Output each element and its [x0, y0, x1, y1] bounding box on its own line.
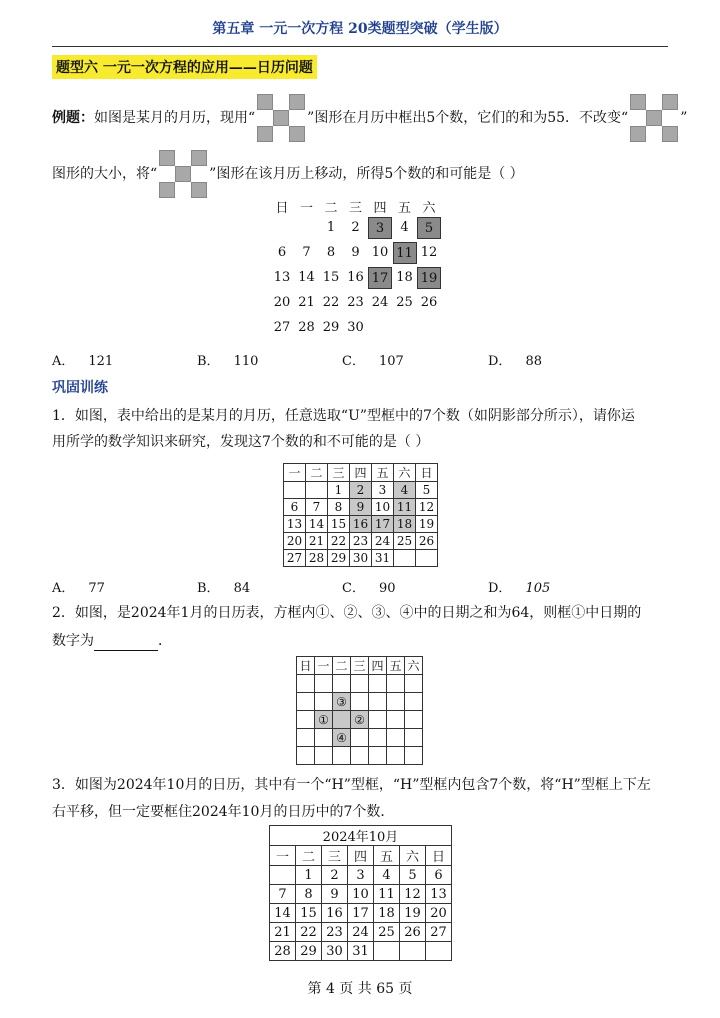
calendar-day-cell: [369, 693, 387, 711]
calendar-day-cell: 8: [326, 245, 336, 260]
calendar-day-cell: [369, 729, 387, 747]
answer-blank[interactable]: [94, 637, 158, 651]
calendar-day-cell: 6: [284, 499, 306, 516]
calendar-day-cell: [351, 675, 369, 693]
calendar-day-cell: 31: [372, 550, 394, 567]
calendar-day-cell: 29: [322, 320, 340, 335]
calendar-day-cell: 5: [417, 217, 441, 239]
calendar-day-cell: 30: [322, 942, 348, 961]
calendar-day-cell: 1: [328, 482, 350, 499]
calendar-day-cell: 15: [296, 904, 322, 923]
calendar-day-cell: [315, 693, 333, 711]
calendar-day-cell: [270, 866, 296, 885]
page-footer: 第 4 页 共 65 页: [307, 981, 413, 997]
calendar-header-cell: 一: [315, 657, 333, 675]
calendar-day-cell: 15: [328, 516, 350, 533]
calendar-header-cell: 日: [297, 657, 315, 675]
calendar-day-cell: 22: [296, 923, 322, 942]
section-title: 题型六 一元一次方程的应用——日历问题: [52, 55, 317, 79]
calendar-day-cell: 21: [270, 923, 296, 942]
calendar-day-cell: 18: [394, 516, 416, 533]
calendar-day-cell: [387, 747, 405, 765]
calendar-day-cell: 12: [416, 499, 438, 516]
calendar-day-cell: 12: [420, 245, 438, 260]
calendar-day-cell: 29: [328, 550, 350, 567]
calendar-day-cell: 17: [348, 904, 374, 923]
calendar-day-cell: [297, 675, 315, 693]
calendar-day-cell: 1: [326, 220, 336, 235]
calendar-day-cell: 30: [350, 550, 372, 567]
example-option-b[interactable]: B． 110: [197, 354, 259, 369]
calendar-header-cell: 一: [284, 464, 306, 482]
calendar-day-cell: 24: [372, 533, 394, 550]
calendar-header-cell: 一: [299, 201, 313, 216]
calendar-header-cell: 五: [387, 657, 405, 675]
example-text-1c: ”: [680, 110, 688, 126]
example-label: 例题：: [52, 110, 94, 126]
calendar-day-cell: 28: [298, 320, 315, 335]
calendar-day-cell: [333, 711, 351, 729]
cross-shape-icon: [159, 150, 207, 198]
calendar-day-cell: 3: [368, 217, 392, 239]
calendar-day-cell: 26: [416, 533, 438, 550]
calendar-header-cell: 三: [328, 464, 350, 482]
q3-line-1: 3．如图为2024年10月的日历，其中有一个“H”型框，“H”型框内包含7个数，将“H”型框上下左: [52, 777, 651, 793]
example-option-c[interactable]: C． 107: [342, 354, 404, 369]
calendar-day-cell: 9: [350, 499, 372, 516]
calendar-header-cell: 五: [372, 464, 394, 482]
calendar-day-cell: ④: [333, 729, 351, 747]
calendar-header-cell: 四: [369, 657, 387, 675]
calendar-day-cell: 25: [396, 295, 413, 310]
q2-line-2: 数字为 ．: [52, 633, 172, 649]
cross-shape-icon: [257, 94, 305, 142]
calendar-day-cell: 2: [350, 482, 372, 499]
calendar-day-cell: [297, 711, 315, 729]
calendar-day-cell: ②: [351, 711, 369, 729]
calendar-day-cell: [351, 729, 369, 747]
calendar-day-cell: 3: [372, 482, 394, 499]
q2-line-1: 2．如图，是2024年1月的日历表，方框内①、②、③、④中的日期之和为64，则框①中日期的: [52, 605, 642, 621]
calendar-day-cell: 11: [374, 885, 400, 904]
calendar-day-cell: 4: [394, 482, 416, 499]
calendar-day-cell: [387, 729, 405, 747]
calendar-day-cell: 21: [306, 533, 328, 550]
calendar-header-cell: 日: [275, 201, 289, 216]
calendar-day-cell: [369, 711, 387, 729]
example-text-2b: ”图形在该月历上移动，所得5个数的和可能是（ ）: [209, 166, 524, 182]
calendar-day-cell: [405, 747, 423, 765]
calendar-day-cell: [351, 693, 369, 711]
calendar-day-cell: 3: [348, 866, 374, 885]
calendar-day-cell: 16: [322, 904, 348, 923]
page-title: 第五章 一元一次方程 20类题型突破（学生版）: [212, 21, 508, 37]
q1-line-2: 用所学的数学知识来研究，发现这7个数的和不可能的是（ ）: [52, 434, 430, 450]
calendar-day-cell: 9: [322, 885, 348, 904]
calendar-day-cell: [315, 729, 333, 747]
calendar-day-cell: [369, 675, 387, 693]
calendar-day-cell: [333, 747, 351, 765]
calendar-header-cell: 二: [324, 201, 338, 216]
q1-option-a[interactable]: A． 77: [52, 581, 105, 596]
q1-calendar-table: [283, 463, 438, 567]
calendar-day-cell: [351, 747, 369, 765]
practice-title: 巩固训练: [52, 380, 108, 396]
cross-shape-icon: [630, 94, 678, 142]
calendar-day-cell: [297, 729, 315, 747]
calendar-day-cell: 11: [394, 499, 416, 516]
calendar-header-cell: 二: [296, 846, 322, 866]
calendar-day-cell: [416, 550, 438, 567]
calendar-day-cell: 10: [372, 499, 394, 516]
calendar-day-cell: 19: [417, 267, 441, 289]
calendar-day-cell: [333, 675, 351, 693]
calendar-day-cell: 29: [296, 942, 322, 961]
calendar-day-cell: 18: [396, 270, 413, 285]
calendar-day-cell: 19: [400, 904, 426, 923]
calendar-day-cell: 5: [416, 482, 438, 499]
example-text-1a: 如图是某月的月历，现用“: [94, 110, 256, 126]
calendar-header-cell: 一: [270, 846, 296, 866]
calendar-day-cell: 10: [371, 245, 389, 260]
q1-option-c[interactable]: C． 90: [342, 581, 396, 596]
calendar-header-cell: 四: [373, 201, 387, 216]
calendar-day-cell: 14: [270, 904, 296, 923]
calendar-day-cell: 31: [348, 942, 374, 961]
calendar-day-cell: [374, 942, 400, 961]
calendar-day-cell: 23: [347, 295, 364, 310]
calendar-day-cell: 2: [351, 220, 360, 235]
calendar-day-cell: [394, 550, 416, 567]
calendar-header-cell: 六: [394, 464, 416, 482]
example-text-1b: ”图形在月历中框出5个数，它们的和为55．不改变“: [307, 110, 629, 126]
calendar-day-cell: [284, 482, 306, 499]
calendar-day-cell: 20: [284, 533, 306, 550]
calendar-day-cell: [405, 693, 423, 711]
calendar-header-cell: 日: [416, 464, 438, 482]
calendar-day-cell: 19: [416, 516, 438, 533]
example-text-2a: 图形的大小，将“: [52, 166, 158, 182]
calendar-day-cell: [426, 942, 452, 961]
calendar-day-cell: 9: [351, 245, 360, 260]
calendar-header-cell: 六: [405, 657, 423, 675]
calendar-day-cell: 22: [322, 295, 340, 310]
calendar-day-cell: [297, 693, 315, 711]
calendar-day-cell: 7: [270, 885, 296, 904]
q1-option-b[interactable]: B． 84: [197, 581, 251, 596]
calendar-day-cell: 26: [420, 295, 438, 310]
calendar-day-cell: [405, 711, 423, 729]
example-option-d[interactable]: D． 88: [488, 354, 542, 369]
calendar-day-cell: [297, 747, 315, 765]
calendar-day-cell: 17: [372, 516, 394, 533]
calendar-day-cell: ③: [333, 693, 351, 711]
calendar-day-cell: 27: [426, 923, 452, 942]
q1-line-1: 1．如图，表中给出的是某月的月历，任意选取“U”型框中的7个数（如阴影部分所示），请你运: [52, 408, 635, 424]
calendar-day-cell: 16: [350, 516, 372, 533]
calendar-day-cell: 10: [348, 885, 374, 904]
header-divider: [52, 46, 668, 47]
calendar-day-cell: 27: [284, 550, 306, 567]
calendar-day-cell: 23: [322, 923, 348, 942]
calendar-day-cell: [387, 675, 405, 693]
calendar-day-cell: 4: [400, 220, 409, 235]
q1-option-d[interactable]: D． 105: [488, 581, 551, 596]
calendar-day-cell: [400, 942, 426, 961]
calendar-day-cell: 20: [273, 295, 291, 310]
calendar-header-cell: 三: [322, 846, 348, 866]
calendar-day-cell: 30: [347, 320, 364, 335]
calendar-day-cell: 13: [273, 270, 291, 285]
calendar-day-cell: [315, 675, 333, 693]
calendar-day-cell: 6: [277, 245, 287, 260]
calendar-header-cell: 四: [348, 846, 374, 866]
calendar-header-cell: 五: [397, 201, 411, 216]
calendar-day-cell: 16: [347, 270, 364, 285]
calendar-header-cell: 六: [400, 846, 426, 866]
calendar-day-cell: 24: [348, 923, 374, 942]
calendar-day-cell: [387, 693, 405, 711]
calendar-day-cell: 8: [328, 499, 350, 516]
calendar-day-cell: 11: [393, 242, 417, 264]
calendar-day-cell: 25: [394, 533, 416, 550]
calendar-day-cell: 23: [350, 533, 372, 550]
calendar-day-cell: ①: [315, 711, 333, 729]
calendar-day-cell: 5: [400, 866, 426, 885]
calendar-day-cell: 15: [322, 270, 340, 285]
calendar-day-cell: [315, 747, 333, 765]
q2-calendar-table: [296, 656, 423, 765]
calendar-day-cell: 26: [400, 923, 426, 942]
calendar-day-cell: [306, 482, 328, 499]
calendar-header-cell: 三: [351, 657, 369, 675]
calendar-day-cell: [387, 711, 405, 729]
calendar-day-cell: 2: [322, 866, 348, 885]
q3-calendar-table: [269, 825, 452, 961]
calendar-header-cell: 六: [422, 201, 436, 216]
calendar-day-cell: 28: [270, 942, 296, 961]
example-option-a[interactable]: A． 121: [52, 354, 114, 369]
calendar-day-cell: 4: [374, 866, 400, 885]
calendar-day-cell: 13: [426, 885, 452, 904]
calendar-caption: 2024年10月: [270, 826, 452, 846]
calendar-day-cell: 21: [298, 295, 315, 310]
calendar-header-cell: 日: [426, 846, 452, 866]
calendar-header-cell: 三: [348, 201, 362, 216]
calendar-day-cell: 14: [306, 516, 328, 533]
calendar-day-cell: 20: [426, 904, 452, 923]
calendar-day-cell: 18: [374, 904, 400, 923]
calendar-day-cell: 24: [371, 295, 389, 310]
calendar-day-cell: 7: [306, 499, 328, 516]
example-line-1: [52, 94, 687, 142]
calendar-day-cell: 25: [374, 923, 400, 942]
calendar-day-cell: 1: [296, 866, 322, 885]
calendar-day-cell: 14: [298, 270, 315, 285]
q3-line-2: 右平移，但一定要框住2024年10月的日历中的7个数．: [52, 804, 395, 820]
calendar-header-cell: 二: [333, 657, 351, 675]
calendar-day-cell: 12: [400, 885, 426, 904]
calendar-day-cell: 13: [284, 516, 306, 533]
calendar-day-cell: 6: [426, 866, 452, 885]
calendar-day-cell: [405, 675, 423, 693]
calendar-header-cell: 二: [306, 464, 328, 482]
calendar-day-cell: [405, 729, 423, 747]
calendar-day-cell: 22: [328, 533, 350, 550]
calendar-day-cell: 8: [296, 885, 322, 904]
calendar-header-cell: 四: [350, 464, 372, 482]
calendar-day-cell: 7: [302, 245, 311, 260]
example-line-2: [52, 150, 524, 198]
calendar-day-cell: 28: [306, 550, 328, 567]
calendar-header-cell: 五: [374, 846, 400, 866]
calendar-day-cell: [369, 747, 387, 765]
calendar-day-cell: 27: [273, 320, 291, 335]
calendar-day-cell: 17: [368, 267, 392, 289]
